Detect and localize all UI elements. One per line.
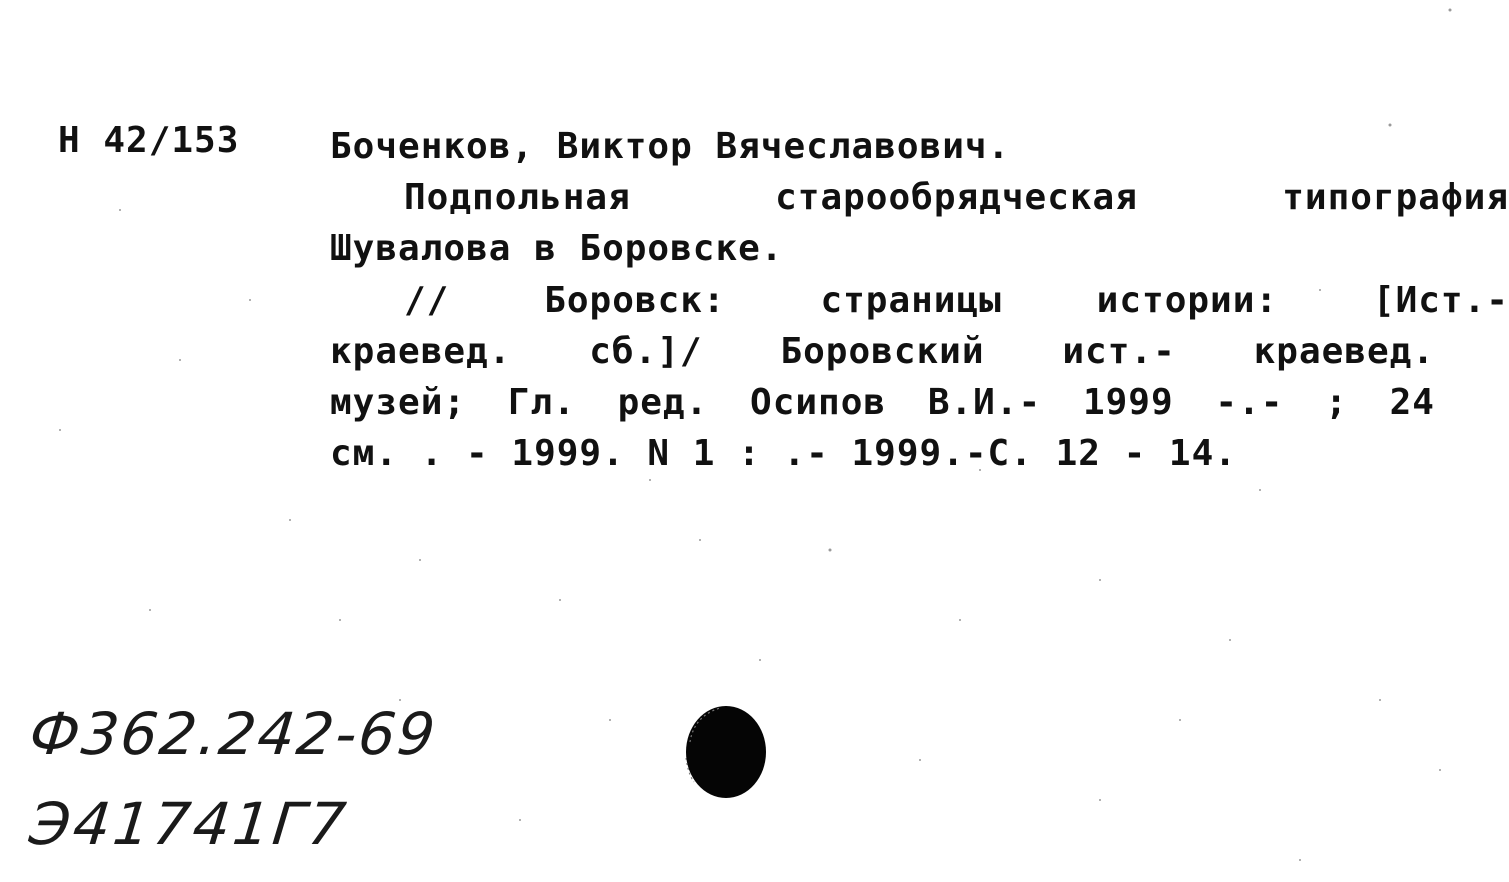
source-word: ист.-	[1062, 331, 1176, 372]
source-word: ред.	[617, 382, 709, 423]
title-line-2: Шувалова в Боровске.	[330, 228, 784, 269]
title-word: Подпольная	[404, 177, 631, 218]
source-line-4: см. . - 1999. N 1 : .- 1999.-С. 12 - 14.	[330, 433, 1237, 474]
author-line: Боченков, Виктор Вячеславович.	[330, 126, 1011, 167]
source-word: музей;	[330, 382, 467, 423]
source-line-1	[404, 275, 1509, 326]
source-word: Боровский	[780, 331, 985, 372]
source-word: краевед.	[330, 331, 512, 372]
source-word: -.-	[1215, 382, 1284, 423]
title-word: старообрядческая	[775, 177, 1138, 218]
handwritten-shelf-code: Ф362.242-69	[26, 700, 441, 768]
source-word: истории:	[1096, 280, 1279, 321]
title-word: типография	[1282, 177, 1509, 218]
source-word: ;	[1325, 382, 1348, 423]
source-word: краевед.	[1253, 331, 1435, 372]
source-word: страницы	[820, 280, 1002, 321]
call-number: Н 42/153	[58, 120, 240, 161]
source-word: [Ист.-	[1372, 280, 1509, 321]
source-word: Осипов	[750, 382, 887, 423]
source-word: Гл.	[507, 382, 576, 423]
source-word: //	[404, 280, 450, 321]
title-line-1	[404, 172, 1509, 223]
source-line-2	[330, 326, 1435, 377]
source-word: сб.]/	[589, 331, 703, 372]
source-word: Боровск:	[544, 280, 726, 321]
handwritten-inventory-code: Э41741Г7	[26, 790, 352, 858]
source-word: 24	[1389, 382, 1435, 423]
source-line-3	[330, 377, 1435, 428]
source-word: В.И.-	[927, 382, 1042, 423]
source-word: 1999	[1082, 382, 1174, 423]
punch-hole-icon	[680, 702, 768, 800]
